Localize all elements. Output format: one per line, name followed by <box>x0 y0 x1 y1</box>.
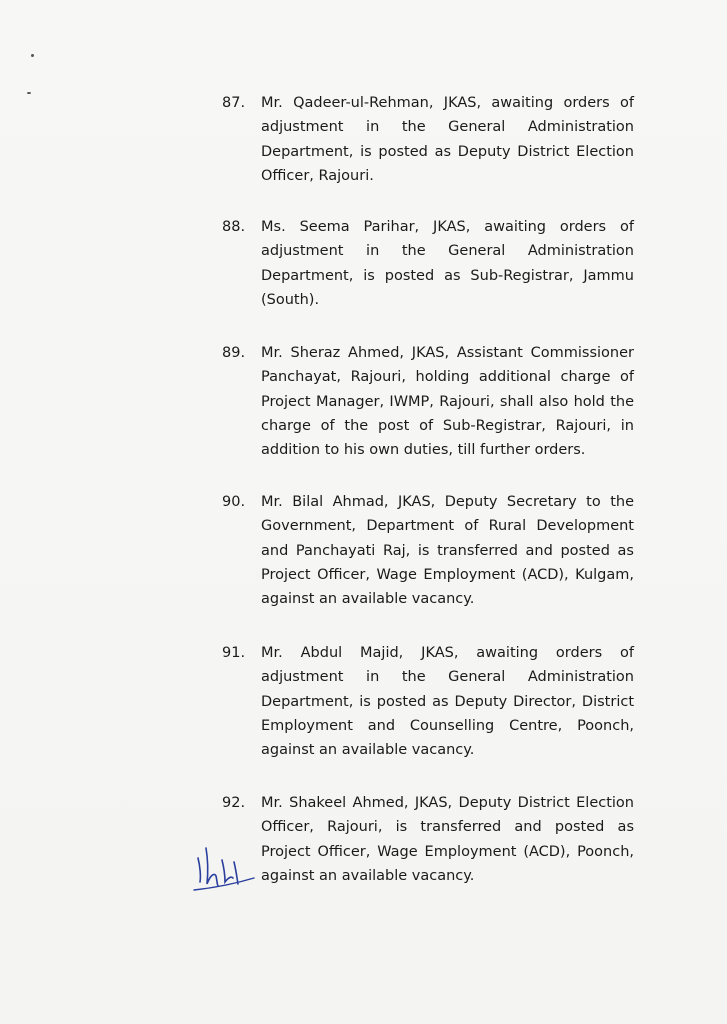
scan-speck <box>31 54 34 57</box>
order-number: 89. <box>222 345 246 361</box>
order-item-88 <box>222 215 634 312</box>
order-text: Mr. Bilal Ahmad, JKAS, Deputy Secretary to the Government, Department of Rural Development and Panchayati Raj, is transferred and posted as Project Officer, Wage Employment (ACD), Kulgam, against an available vacancy. <box>261 494 634 608</box>
order-item-92 <box>222 791 634 888</box>
order-number: 90. <box>222 494 246 510</box>
order-text: Mr. Qadeer-ul-Rehman, JKAS, awaiting orders of adjustment in the General Administration Department, is posted as Deputy District Election Officer, Rajouri. <box>261 95 634 184</box>
order-text: Mr. Abdul Majid, JKAS, awaiting orders of adjustment in the General Administration Department, is posted as Deputy Director, District Employment and Counselling Centre, Poonch, against an available vacancy. <box>261 645 634 759</box>
order-number: 91. <box>222 645 246 661</box>
order-text: Ms. Seema Parihar, JKAS, awaiting orders of adjustment in the General Administration Department, is posted as Sub-Registrar, Jammu (South). <box>261 219 634 308</box>
order-text: Mr. Shakeel Ahmed, JKAS, Deputy District Election Officer, Rajouri, is transferred and posted as Project Officer, Wage Employment (ACD), Poonch, against an available vacancy. <box>261 795 634 884</box>
order-number: 88. <box>222 219 246 235</box>
order-item-87 <box>222 91 634 188</box>
order-item-91 <box>222 641 634 762</box>
scan-speck <box>27 92 31 94</box>
signature-icon <box>188 838 258 900</box>
order-item-90 <box>222 490 634 611</box>
order-item-89 <box>222 341 634 462</box>
order-number: 92. <box>222 795 246 811</box>
order-number: 87. <box>222 95 246 111</box>
order-text: Mr. Sheraz Ahmed, JKAS, Assistant Commissioner Panchayat, Rajouri, holding additional charge of Project Manager, IWMP, Rajouri, shall also hold the charge of the post of Sub-Registrar, Rajouri, in addition to his own duties, till further orders. <box>261 345 634 459</box>
